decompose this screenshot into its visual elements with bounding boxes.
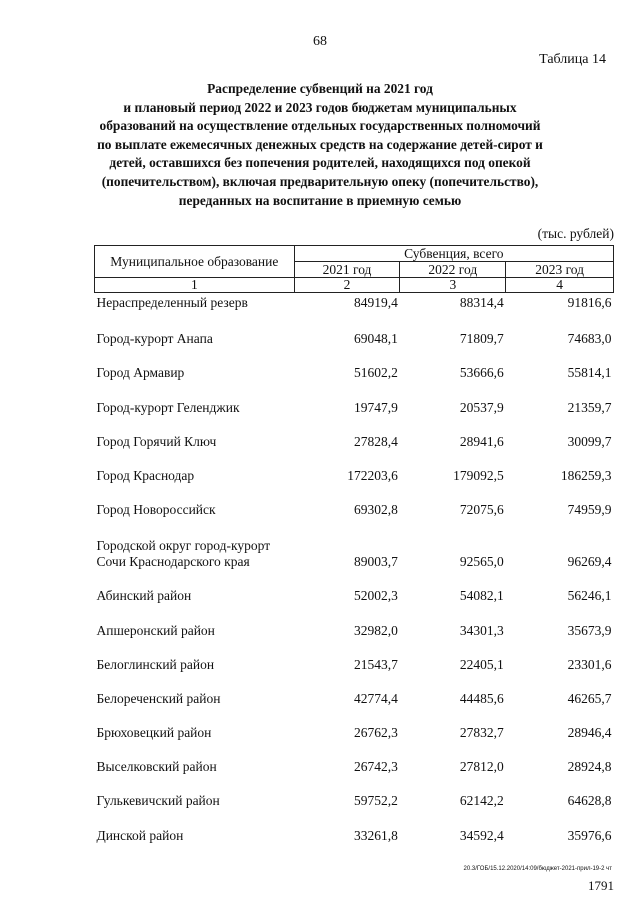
value-2022: 179092,5 [453,467,504,483]
value-2021: 32982,0 [354,622,398,638]
value-2021: 26762,3 [354,725,398,741]
header-year-2023: 2023 год [506,262,614,278]
title-line: образований на осуществление отдельных государственных полномочий [99,118,541,134]
municipality-name: Белореченский район [96,690,221,706]
municipality-name: Город Горячий Ключ [96,433,217,449]
municipality-name-line: Городской округ город-курорт [96,538,271,554]
municipality-name: Апшеронский район [96,622,215,638]
value-2023: 186259,3 [560,467,612,483]
value-2021: 69302,8 [354,502,398,518]
value-2022: 34592,4 [459,827,504,843]
value-2023: 74683,0 [567,331,612,347]
value-2022: 62142,2 [459,793,504,809]
table-row [95,313,614,347]
header-year-2021: 2021 год [294,262,400,278]
municipality-name-line: Сочи Краснодарского края [96,554,250,570]
footer-file-code: 20.3/ГОБ/15.12.2020/14:09/бюджет-2021-прил-19-2 чт [463,866,612,872]
header-municipality: Муниципальное образование [95,246,295,278]
table-row [95,639,614,673]
document-title [80,80,560,210]
table-row [95,673,614,707]
header-subvention-total: Субвенция, всего [294,246,613,262]
table-row [95,416,614,450]
value-2023: 35673,9 [567,622,612,638]
table-row [95,347,614,381]
column-number: 2 [294,278,400,293]
value-2023: 21359,7 [567,399,612,415]
value-2022: 71809,7 [459,331,504,347]
value-2022: 34301,3 [459,622,504,638]
table-row [95,570,614,604]
municipality-name: Город Краснодар [96,467,195,483]
value-2021: 33261,8 [354,827,398,843]
value-2021: 21543,7 [354,656,398,672]
footer-page-number: 1791 [588,878,614,893]
table-row [95,604,614,638]
value-2021: 84919,4 [354,295,398,310]
municipality-name: Динской район [96,827,184,843]
value-2023: 55814,1 [567,365,612,381]
municipality-name: Город Новороссийск [96,502,216,518]
title-line: и плановый период 2022 и 2023 годов бюджетам муниципальных [123,99,517,115]
value-2021: 27828,4 [354,433,398,449]
title-line: переданных на воспитание в приемную семью [178,192,462,208]
value-2022: 27812,0 [459,759,504,775]
units-label: (тыс. рублей) [537,226,614,241]
title-line: Распределение субвенций на 2021 год [207,81,433,96]
column-number: 1 [95,278,295,293]
table-label: Таблица 14 [539,52,606,67]
table-row [95,293,614,314]
municipality-name: Город-курорт Анапа [96,331,213,347]
value-2023: 35976,6 [567,827,612,843]
table-row [95,809,614,843]
value-2021: 69048,1 [354,331,398,347]
title-line: по выплате ежемесячных денежных средств на содержание детей-сирот и [97,136,543,152]
value-2021: 59752,2 [354,793,398,809]
value-2022: 28941,6 [459,433,504,449]
value-2021: 89003,7 [354,554,398,570]
value-2022: 22405,1 [459,656,504,672]
value-2023: 91816,6 [567,295,612,310]
value-2023: 28924,8 [567,759,612,775]
municipality-name: Белоглинский район [96,656,215,672]
value-2023: 56246,1 [567,588,612,604]
municipality-name: Брюховецкий район [96,725,212,741]
value-2022: 53666,6 [459,365,504,381]
value-2023: 28946,4 [567,725,612,741]
column-number: 4 [506,278,614,293]
table-row [95,741,614,775]
column-number: 3 [400,278,506,293]
value-2022: 88314,4 [459,295,504,310]
table-row [95,381,614,415]
value-2021: 19747,9 [354,399,398,415]
title-line: детей, оставшихся без попечения родителей, находящихся под опекой [109,155,531,171]
table-row [95,518,614,570]
table-header [95,246,614,293]
municipality-name: Город Армавир [96,365,185,381]
value-2022: 20537,9 [459,399,504,415]
value-2023: 30099,7 [567,433,612,449]
value-2023: 96269,4 [567,554,612,570]
value-2022: 92565,0 [459,554,504,570]
municipality-name: Абинский район [96,588,192,604]
value-2023: 74959,9 [567,502,612,518]
municipality-name: Нераспределенный резерв [96,295,248,310]
value-2021: 52002,3 [354,588,398,604]
value-2022: 27832,7 [459,725,504,741]
page-number: 68 [313,34,327,49]
value-2023: 46265,7 [567,690,612,706]
value-2021: 51602,2 [354,365,398,381]
header-year-2022: 2022 год [400,262,506,278]
table-row [95,775,614,809]
municipality-name: Город-курорт Геленджик [96,399,240,415]
municipality-name: Выселковский район [96,759,217,775]
value-2023: 23301,6 [567,656,612,672]
municipality-name [95,518,295,570]
value-2022: 54082,1 [459,588,504,604]
table-body [95,293,614,844]
value-2021: 26742,3 [354,759,398,775]
value-2022: 72075,6 [459,502,504,518]
table-row [95,484,614,518]
table-row [95,450,614,484]
value-2023: 64628,8 [567,793,612,809]
value-2021: 42774,4 [354,690,398,706]
value-2022: 44485,6 [459,690,504,706]
municipality-name: Гулькевичский район [96,793,220,809]
value-2021: 172203,6 [347,467,398,483]
title-line: (попечительством), включая предварительную опеку (попечительство), [101,173,539,189]
subsidy-table [94,245,614,844]
table-row [95,707,614,741]
